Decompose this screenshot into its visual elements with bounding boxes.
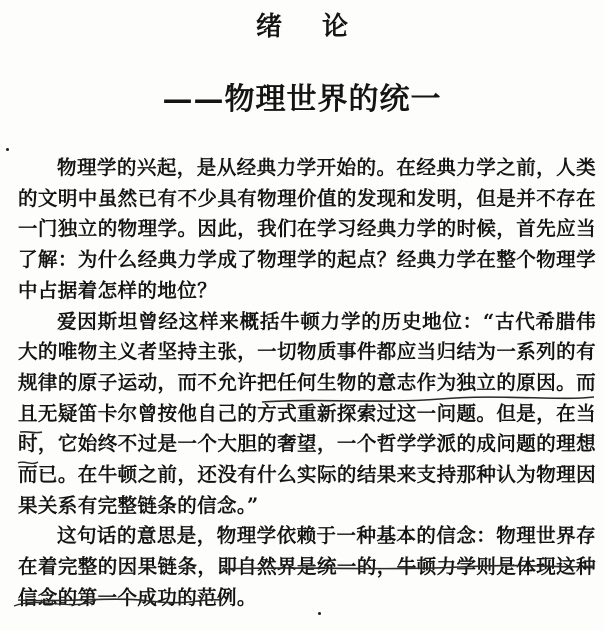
- paragraph-3-before: 这句话的意思是，: [57, 524, 217, 548]
- paragraph-3-after: ，即自然界是统一的，牛顿力学则是体现这种信念的第一个成功的范例。: [18, 555, 596, 609]
- paragraph-2: [18, 307, 596, 522]
- handwritten-underline-text-1: 不允许把任何生物的意志作为独立的原因: [197, 370, 557, 394]
- chapter-subtitle: ——物理世界的统一: [162, 82, 442, 117]
- chapter-title: 绪论: [255, 12, 388, 42]
- stray-mark-2: [318, 612, 321, 615]
- handwritten-underline-text-2: 物理学依赖于一种基本的信念：物理世界存在着完整的因果链条: [18, 524, 597, 579]
- stray-mark-1: [6, 148, 9, 151]
- paragraph-3: [18, 521, 596, 613]
- body-text: [18, 153, 596, 614]
- paragraph-1: [18, 153, 596, 307]
- paragraph-2-before: 爱因斯坦曾经这样来概括牛顿力学的历史地位：“古代希腊伟大的唯物主义者坚持主张，一切物质事件都应当归结为一系列的有规律的原子运动，而: [18, 309, 596, 394]
- paragraph-2-after: 。而且无疑笛卡尔曾按他自己的方式重新探索过这一问题。但是，在当时，它始终不过是一个大胆的奢望，一个哲学学派的成问题的理想而已。在牛顿之前，还没有什么实际的结果来支持那种认为物理因果关系有完整链条的信念。”: [18, 370, 596, 517]
- paragraph-1-text: 物理学的兴起，是从经典力学开始的。在经典力学之前，人类的文明中虽然已有不少具有物理价值的发现和发明，但是并不存在一门独立的物理学。因此，我们在学习经典力学的时候，首先应当了解：为什么经典力学成了物理学的起点？经典力学在整个物理学中占据着怎样的地位？: [18, 156, 596, 302]
